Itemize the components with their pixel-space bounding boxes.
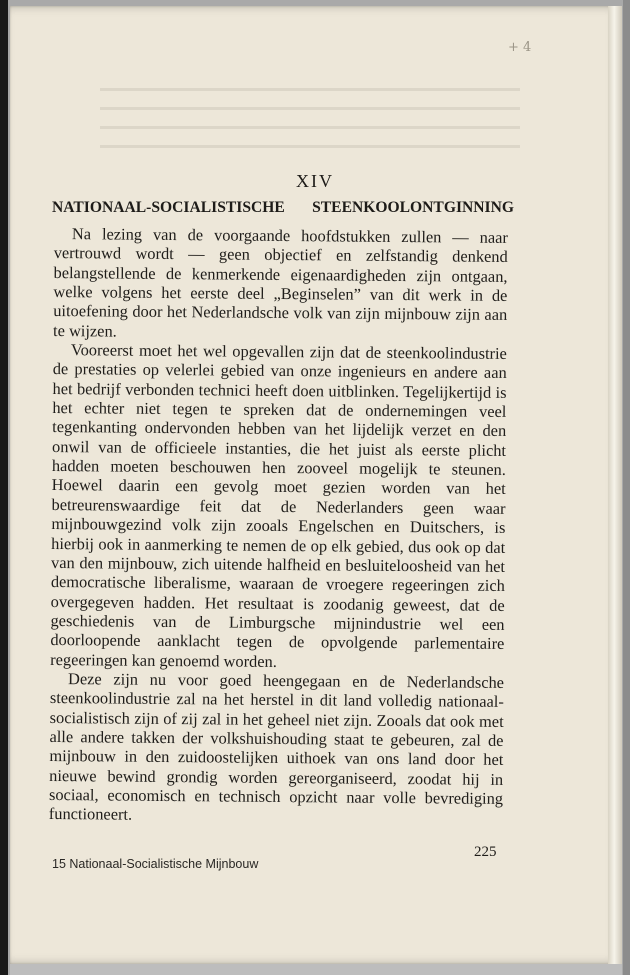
scan-right-edge bbox=[623, 0, 630, 975]
show-through-text bbox=[100, 88, 520, 152]
chapter-number: XIV bbox=[296, 171, 334, 191]
page-number: 225 bbox=[474, 844, 497, 860]
scan-left-edge bbox=[0, 0, 8, 975]
paragraph: Vooreerst moet het wel opgevallen zijn dat de steenkoolindustrie de prestaties op velerlei gebied van onze ingenieurs en andere aan het bedrijf verbonden technici heeft doen uitblinken. Tegelijkertijd is het echter niet tegen te spreken dat de ondernemingen veel tegenkanting ondervonden hebben van het lijdelijk verzet en den onwil van de officieele instanties, die het juist als eerste plicht hadden moeten beschouwen hen zooveel mogelijk te steunen. Hoewel daarin een gevolg moet gezien worden van het betreurenswaardige feit dat de Nederlanders geen waar mijnbouwgezind volk zijn zooals Engelschen en Duitschers, is hierbij ook in aanmerking te nemen de op elk gebied, dus ook op dat van den mijnbouw, zich uitende halfheid en besluiteloosheid van het democratische liberalisme, waaraan de vroegere regeeringen zich overgegeven hadden. Het resultaat is zoodanig geweest, dat de geschiedenis van de Limburgsche mijnindustrie wel een doorloopende aanklacht tegen de opvolgende parlementaire regeeringen kan genoemd worden. bbox=[50, 340, 507, 671]
paragraph: Na lezing van de voorgaande hoofdstukken zullen — naar vertrouwd wordt — geen objectief en zelfstandig denkend belangstellende de kenmerkende eigenaardigheden zijn ontgaan, welke volgens het eerste deel „Beginselen” van dit werk in de uitoefening door het Nederlandsche volk van zijn mijnbouw zijn aan te wijzen. bbox=[52, 224, 508, 341]
chapter-title: NATIONAAL-SOCIALISTISCHE STEENKOOLONTGINNING bbox=[52, 199, 514, 216]
body-text bbox=[49, 224, 508, 828]
page-fold-edge bbox=[608, 6, 622, 964]
signature-footer: 15 Nationaal-Socialistische Mijnbouw bbox=[52, 857, 259, 871]
scan-bottom-edge bbox=[10, 964, 622, 975]
paragraph: Deze zijn nu voor goed heengegaan en de Nederlandsche steenkoolindustrie zal na het herstel in dit land volledig nationaal-socialistisch zijn of zij zal in het geheel niet zijn. Zooals dat ook met alle andere takken der volkshuishouding staat te gebeuren, zal de mijnbouw in den zuidoostelijken uithoek van ons land door het nieuwe bewind grondig worden gereorganiseerd, zoodat hij in sociaal, economisch en technisch opzicht naar volle bevrediging functioneert. bbox=[48, 669, 505, 825]
pencil-corner-mark: + 4 bbox=[508, 40, 532, 55]
